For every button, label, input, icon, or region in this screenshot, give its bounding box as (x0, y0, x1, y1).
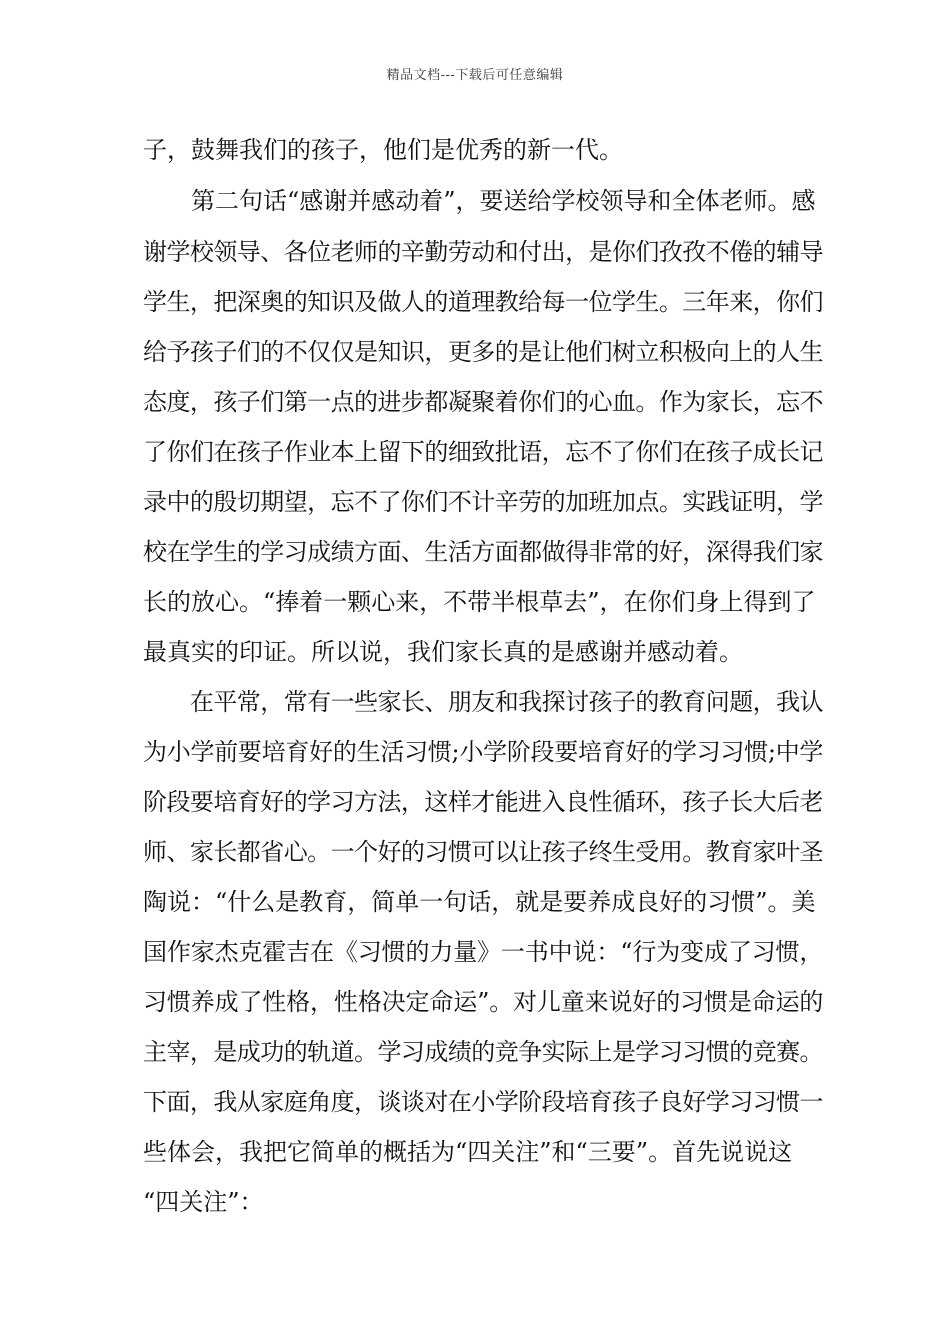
body-text-line: 录中的殷切期望，忘不了你们不计辛劳的加班加点。实践证明，学 (143, 488, 823, 516)
body-text-line: 子，鼓舞我们的孩子，他们是优秀的新一代。 (143, 136, 623, 164)
body-text-line: 在平常，常有一些家长、朋友和我探讨孩子的教育问题，我认 (143, 688, 823, 716)
body-text-line: 了你们在孩子作业本上留下的细致批语，忘不了你们在孩子成长记 (143, 438, 823, 466)
body-text-line: 些体会，我把它简单的概括为“四关注”和“三要”。首先说说这 (143, 1138, 793, 1166)
body-text-line: 学生，把深奥的知识及做人的道理教给每一位学生。三年来，你们 (143, 288, 823, 316)
body-text-line: 习惯养成了性格，性格决定命运”。对儿童来说好的习惯是命运的 (143, 988, 824, 1016)
body-text-line: 主宰，是成功的轨道。学习成绩的竞争实际上是学习习惯的竞赛。 (143, 1038, 823, 1066)
body-text-line: 长的放心。“捧着一颗心来，不带半根草去”，在你们身上得到了 (143, 588, 816, 616)
body-text-line: 陶说：“什么是教育，简单一句话，就是要养成良好的习惯”。美 (143, 888, 816, 916)
body-text-line: 师、家长都省心。一个好的习惯可以让孩子终生受用。教育家叶圣 (143, 838, 823, 866)
body-text-line: 国作家杰克霍吉在《习惯的力量》一书中说：“行为变成了习惯， (143, 938, 824, 966)
body-text-line: 态度，孩子们第一点的进步都凝聚着你们的心血。作为家长，忘不 (143, 388, 823, 416)
page-header: 精品文档---下载后可任意编辑 (386, 68, 564, 83)
body-text-line: 谢学校领导、各位老师的辛勤劳动和付出，是你们孜孜不倦的辅导 (143, 238, 823, 266)
body-text-line: 最真实的印证。所以说，我们家长真的是感谢并感动着。 (143, 638, 743, 666)
body-text-line: 给予孩子们的不仅仅是知识，更多的是让他们树立积极向上的人生 (143, 338, 823, 366)
body-text-line: “四关注”： (143, 1188, 264, 1216)
body-text-line: 阶段要培育好的学习方法，这样才能进入良性循环，孩子长大后老 (143, 788, 823, 816)
body-text-line: 下面，我从家庭角度，谈谈对在小学阶段培育孩子良好学习习惯一 (143, 1088, 823, 1116)
body-text-line: 校在学生的学习成绩方面、生活方面都做得非常的好，深得我们家 (143, 538, 823, 566)
body-text-line: 第二句话“感谢并感动着”，要送给学校领导和全体老师。感 (143, 187, 816, 215)
body-text-line: 为小学前要培育好的生活习惯;小学阶段要培育好的学习习惯;中学 (143, 738, 824, 766)
